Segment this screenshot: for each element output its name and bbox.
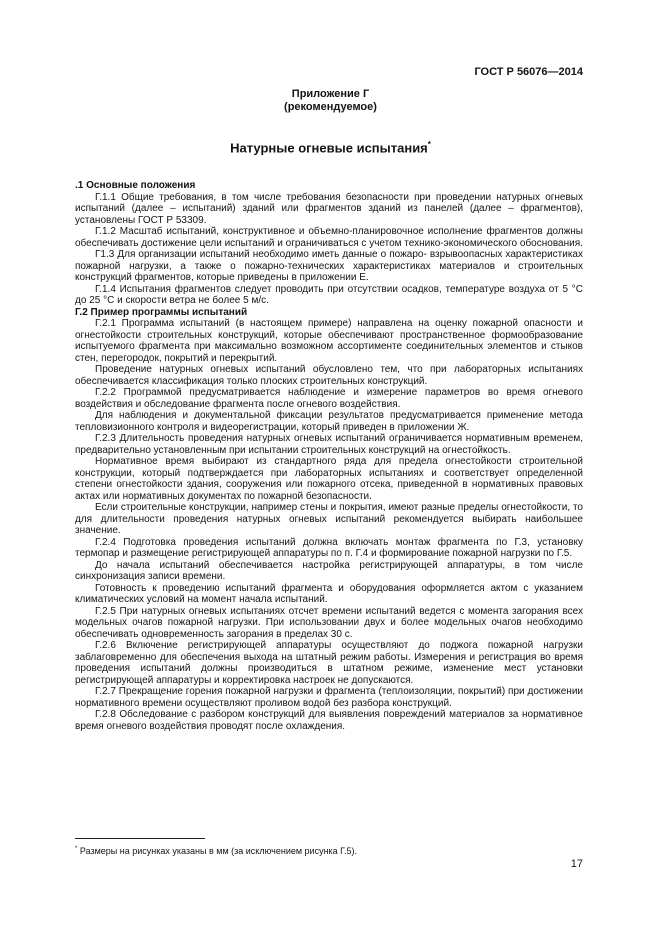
body-paragraph: Г.2.5 При натурных огневых испытаниях отсчет времени испытаний ведется с момента загорания всех модельных очагов пожарной нагрузки. При использовании двух и более модельных очагов необходимо обеспечивать одновременность загорания в пределах 30 с. [75, 605, 583, 640]
annex-status: (рекомендуемое) [284, 101, 377, 113]
footnote-mark: * [75, 846, 78, 852]
body-paragraph: Нормативное время выбирают из стандартного ряда для предела огнестойкости строительной конструкции, который подтверждается при лабораторных испытаниях и соответствует определенной степени огнестойкости здания, сооружения или пожарного отсека, приведенной в нормативных правовых актах или нормативных документах по пожарной безопасности. [75, 456, 583, 502]
body-paragraph: Г.1.4 Испытания фрагментов следует проводить при отсутствии осадков, температуре воздуха от 5 °С до 25 °С и скорости ветра не более 5 м/с. [75, 283, 583, 306]
body-paragraph: Г.2.4 Подготовка проведения испытаний должна включать монтаж фрагмента по Г.3, установку термопар и размещение регистрирующей аппаратуры по п. Г.4 и формирование пожарной нагрузки по Г.5. [75, 536, 583, 559]
footnote-separator [75, 838, 205, 839]
document-body [75, 180, 583, 732]
page-number: 17 [570, 858, 583, 870]
section-heading: Г.2 Пример программы испытаний [75, 306, 248, 318]
body-paragraph: Г.2.2 Программой предусматривается наблюдение и измерение параметров во время огневого воздействия и обследование фрагмента после огневого воздействия. [75, 387, 583, 410]
page-title [0, 140, 661, 155]
page-title-text: Натурные огневые испытания [230, 140, 428, 156]
body-paragraph: Г.2.6 Включение регистрирующей аппаратуры осуществляют до поджога пожарной нагрузки заблаговременно для обеспечения выхода на штатный режим работы. Измерения и регистрация во время проведения испытаний должны производиться в штатном режиме, изменение мест установки регистрирующей аппаратуры и корректировка настроек не допускаются. [75, 640, 583, 686]
footnote-marker: * [427, 140, 431, 149]
body-paragraph: Для наблюдения и документальной фиксации результатов предусматривается применение метода тепловизионного контроля и видеорегистрации, который приведен в приложении Ж. [75, 410, 583, 433]
body-paragraph: Г.1.1 Общие требования, в том числе требования безопасности при проведении натурных огневых испытаний (далее – испытаний) зданий или фрагментов зданий из панелей (далее – фрагментов), установлены ГОСТ Р 53309. [75, 191, 583, 226]
body-paragraph: Г.2.7 Прекращение горения пожарной нагрузки и фрагмента (теплоизоляции, покрытий) при достижении нормативного времени осуществляют проливом водой без разбора конструкций. [75, 686, 583, 709]
footnote-text: Размеры на рисунках указаны в мм (за исключением рисунка Г.5). [79, 846, 357, 856]
body-paragraph: Готовность к проведению испытаний фрагмента и оборудования оформляется актом с указанием климатических условий на момент начала испытаний. [75, 582, 583, 605]
body-paragraph: Г.2.8 Обследование с разбором конструкций для выявления повреждений материалов за нормативное время огневого воздействия проводят после охлаждения. [75, 709, 583, 732]
annex-title: Приложение Г [291, 88, 370, 100]
document-code: ГОСТ Р 56076—2014 [474, 66, 583, 78]
body-paragraph: Г.2.1 Программа испытаний (в настоящем примере) направлена на оценку пожарной опасности и огнестойкости строительных конструкций, которые обеспечивают пространственное формообразование испытуемого фрагмента при максимально возможном ассортименте соединительных элементов и стыков стен, перегородок, покрытий и перекрытий. [75, 318, 583, 364]
annex-heading [0, 88, 661, 114]
body-paragraph: Г.1.2 Масштаб испытаний, конструктивное и объемно-планировочное исполнение фрагментов должны обеспечивать достижение цели испытаний и ограничиваться с учетом технико-экономического обоснования. [75, 226, 583, 249]
body-paragraph: Если строительные конструкции, например стены и покрытия, имеют разные пределы огнестойкости, то для длительности проведения натурных огневых испытаний рекомендуется выбирать наибольшее значение. [75, 502, 583, 536]
body-paragraph: Г1.3 Для организации испытаний необходимо иметь данные о пожаро- взрывоопасных характеристиках пожарной нагрузки, а также о пожарно-технических характеристиках материалов и строительных конструкций фрагментов, которые приведены в приложении Е. [75, 249, 583, 283]
section-heading: .1 Основные положения [75, 180, 196, 191]
body-paragraph: Проведение натурных огневых испытаний обусловлено тем, что при лабораторных испытаниях обеспечивается классификация только плоских строительных конструкций. [75, 364, 583, 387]
body-paragraph: Г.2.3 Длительность проведения натурных огневых испытаний ограничивается нормативным временем, предварительно установленным при испытании строительных конструкций на огнестойкость. [75, 433, 583, 456]
footnote [75, 846, 357, 856]
body-paragraph: До начала испытаний обеспечивается настройка регистрирующей аппаратуры, в том числе синхронизация записи времени. [75, 559, 583, 582]
